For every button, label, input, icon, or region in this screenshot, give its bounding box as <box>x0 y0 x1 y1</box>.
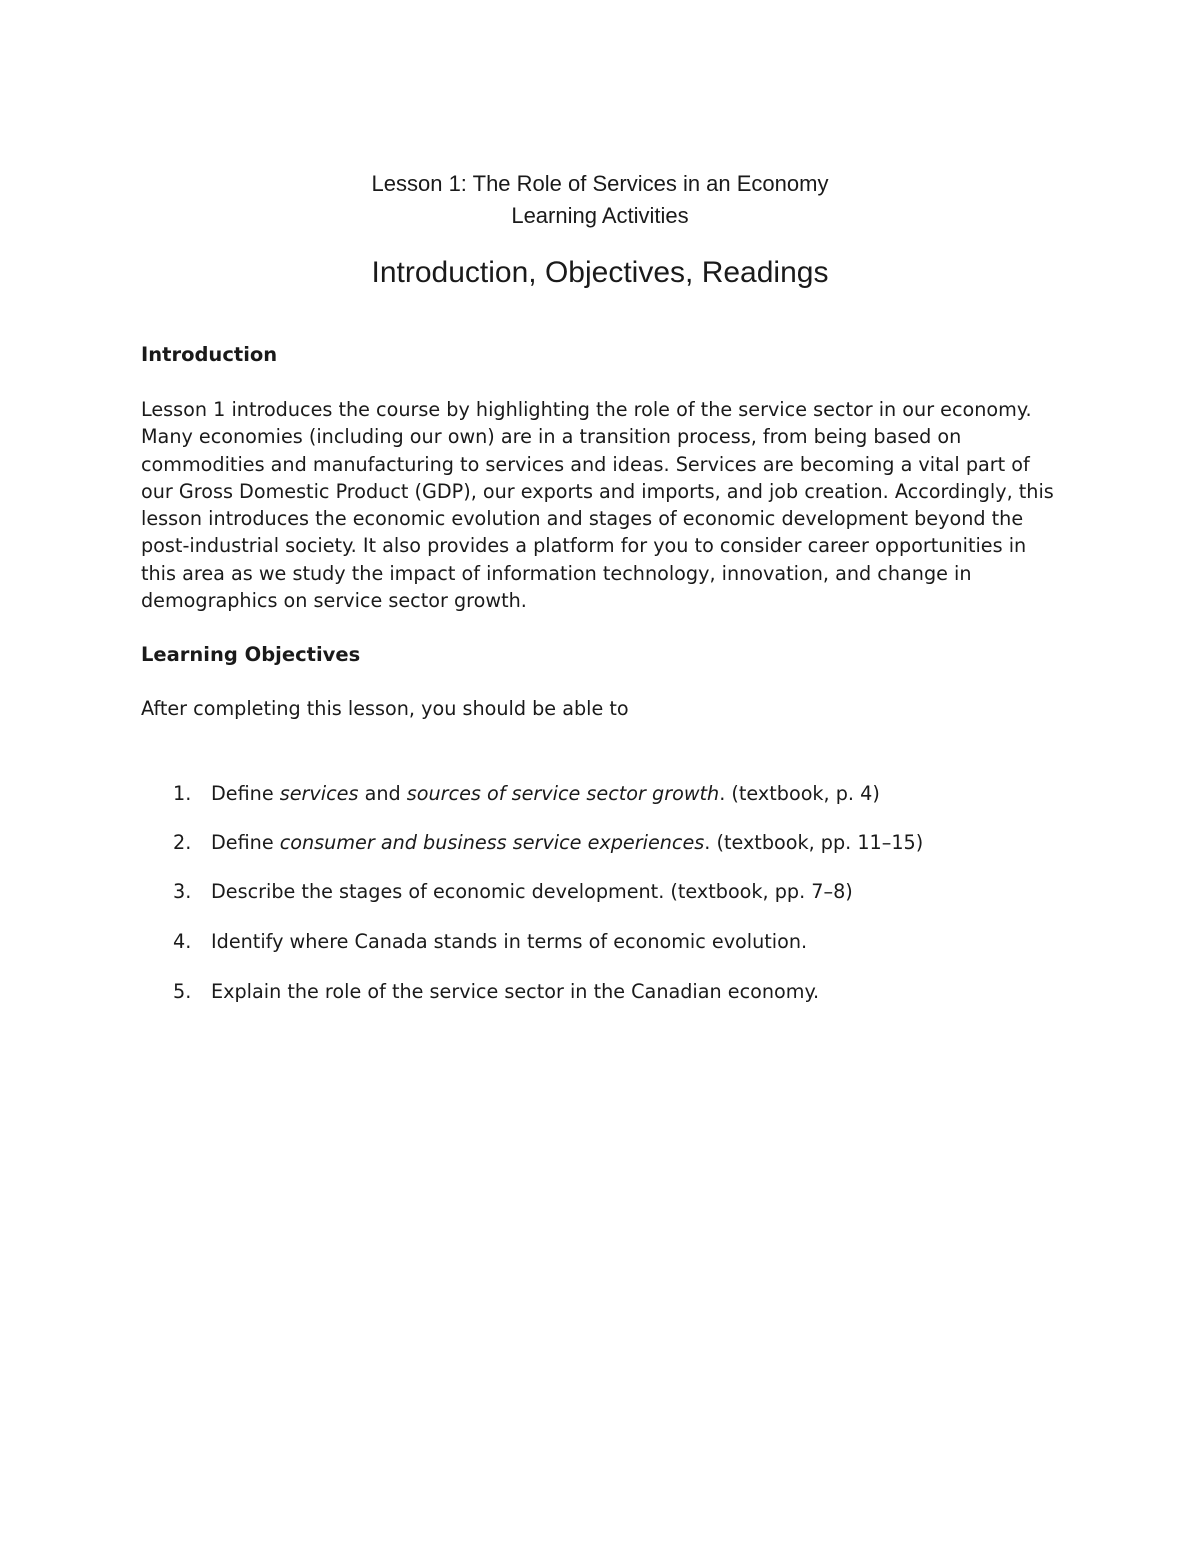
objective-text: Explain the role of the service sector in the Canadian economy. <box>211 980 820 1003</box>
lesson-subtitle: Learning Activities <box>511 203 689 228</box>
objective-text: Identify where Canada stands in terms of economic evolution. <box>211 930 808 953</box>
objective-text-suffix: . (textbook, p. 4) <box>719 782 880 805</box>
introduction-heading: Introduction <box>141 343 278 366</box>
objective-text-suffix: . (textbook, pp. 11–15) <box>704 831 924 854</box>
objective-item-1 <box>173 782 880 805</box>
objective-item-5 <box>173 980 819 1003</box>
objective-number: 1. <box>173 782 192 805</box>
learning-objectives-heading: Learning Objectives <box>141 643 361 666</box>
objective-item-3 <box>173 880 853 903</box>
objective-number: 4. <box>173 930 192 953</box>
section-title: Introduction, Objectives, Readings <box>371 256 829 289</box>
objective-item-4 <box>173 930 807 953</box>
objective-number: 2. <box>173 831 192 854</box>
objective-term-services: services <box>279 782 359 805</box>
objective-text: Describe the stages of economic development. (textbook, pp. 7–8) <box>211 880 853 903</box>
objective-number: 5. <box>173 980 192 1003</box>
objective-text-prefix: Define <box>211 782 280 805</box>
objective-text <box>211 831 923 854</box>
objective-text-mid: and <box>358 782 407 805</box>
objective-term-growth: sources of service sector growth <box>406 782 720 805</box>
objective-item-2 <box>173 831 923 854</box>
lesson-title: Lesson 1: The Role of Services in an Economy <box>371 171 829 196</box>
objective-number: 3. <box>173 880 192 903</box>
objective-term-experiences: consumer and business service experiences <box>279 831 705 854</box>
objective-text-prefix: Define <box>211 831 280 854</box>
introduction-paragraph: Lesson 1 introduces the course by highlighting the role of the service sector in our economy. Many economies (including our own) are in a transition process, from being based on commodities and manufacturing to services and ideas. Services are becoming a vital part of our Gross Domestic Product (GDP), our exports and imports, and job creation. Accordingly, this lesson introduces the economic evolution and stages of economic development beyond the post-industrial society. It also provides a platform for you to consider career opportunities in this area as we study the impact of information technology, innovation, and change in demographics on service sector growth. <box>141 398 1054 613</box>
objectives-lead-text: After completing this lesson, you should be able to <box>141 697 629 720</box>
objective-text <box>211 782 880 805</box>
